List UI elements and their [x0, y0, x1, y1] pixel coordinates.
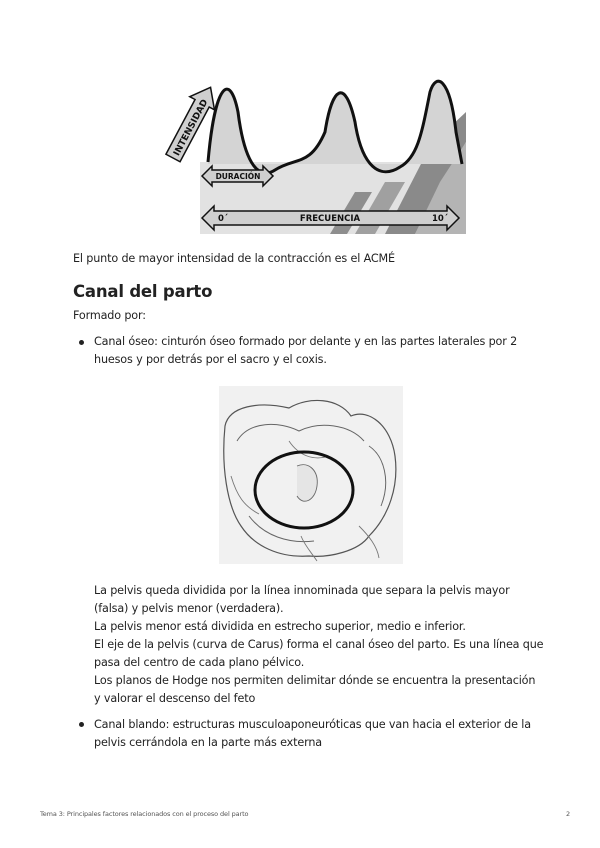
bullet-line: Canal óseo: cinturón óseo formado por delante y en las partes laterales por 2	[94, 335, 518, 348]
contraction-diagram	[160, 72, 466, 234]
page-number: 2	[566, 810, 571, 818]
frequency-label: FRECUENCIA	[299, 214, 361, 224]
figure-caption: El punto de mayor intensidad de la contracción es el ACMÉ	[73, 252, 395, 265]
pelvis-illustration	[219, 386, 403, 564]
description-line: pasa del centro de cada plano pélvico.	[94, 656, 305, 669]
bullet-canal-oseo	[94, 333, 534, 369]
description-line: y valorar el descenso del feto	[94, 692, 256, 705]
description-line: La pelvis queda dividida por la línea innominada que separa la pelvis mayor	[94, 584, 510, 597]
section-heading: Canal del parto	[73, 282, 213, 301]
description-line: (falsa) y pelvis menor (verdadera).	[94, 602, 284, 615]
description-line: Los planos de Hodge nos permiten delimitar dónde se encuentra la presentación	[94, 674, 536, 687]
bullet-marker	[79, 722, 84, 727]
bullet-canal-blando	[94, 716, 534, 752]
bullet-line: Canal blando: estructuras musculoaponeuróticas que van hacia el exterior de la	[94, 718, 531, 731]
frequency-start-label: 0´	[218, 214, 229, 224]
footer-title: Tema 3: Principales factores relacionados con el proceso del parto	[40, 810, 249, 818]
description-line: La pelvis menor está dividida en estrecho superior, medio e inferior.	[94, 620, 466, 633]
bullet-line: huesos y por detrás por el sacro y el coxis.	[94, 353, 327, 366]
pelvis-description	[94, 582, 544, 708]
bullet-marker	[79, 340, 84, 345]
duration-label: DURACIÓN	[215, 172, 261, 181]
intensity-label: INTENSIDAD	[172, 97, 211, 158]
frequency-end-label: 10´	[432, 214, 449, 224]
section-intro: Formado por:	[73, 309, 146, 322]
bullet-line: pelvis cerrándola en la parte más externa	[94, 736, 323, 749]
description-line: El eje de la pelvis (curva de Carus) forma el canal óseo del parto. Es una línea que	[94, 638, 544, 651]
